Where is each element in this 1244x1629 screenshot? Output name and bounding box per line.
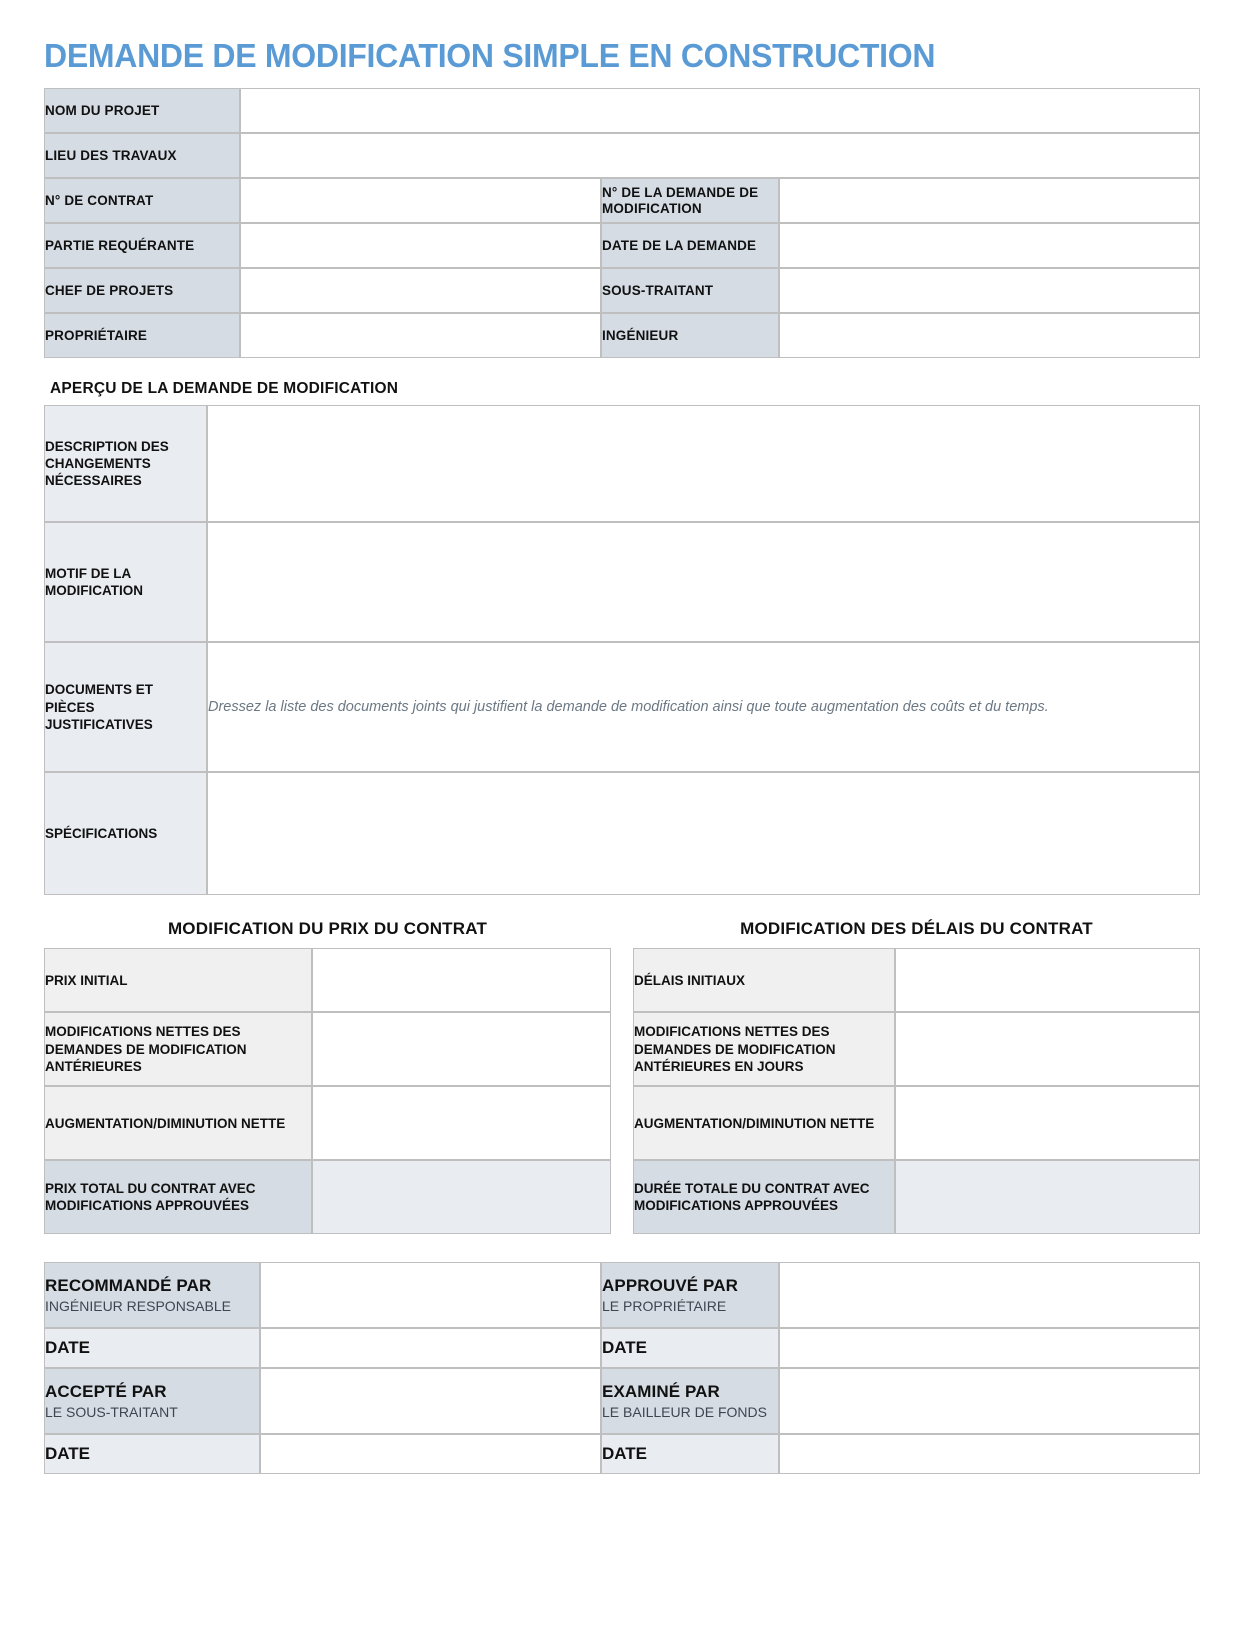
table-row — [44, 88, 1200, 133]
label-recommande-par — [44, 1262, 260, 1328]
input-sous-traitant[interactable] — [779, 268, 1200, 313]
label-delais-initiaux: DÉLAIS INITIAUX — [633, 948, 895, 1012]
input-modifications-nettes-anterieures[interactable] — [312, 1012, 611, 1086]
label-partie-requerante: PARTIE REQUÉRANTE — [44, 223, 240, 268]
label-proprietaire: PROPRIÉTAIRE — [44, 313, 240, 358]
table-row — [44, 948, 611, 1012]
table-row — [44, 1262, 1200, 1328]
time-change-heading: MODIFICATION DES DÉLAIS DU CONTRAT — [740, 919, 1093, 939]
signature-subtitle: INGÉNIEUR RESPONSABLE — [45, 1297, 231, 1314]
input-augmentation-diminution-nette-delais[interactable] — [895, 1086, 1200, 1160]
page-title: DEMANDE DE MODIFICATION SIMPLE EN CONSTRUCTION — [44, 37, 936, 74]
signature-title: EXAMINÉ PAR — [602, 1382, 720, 1402]
table-row — [633, 948, 1200, 1012]
table-row — [44, 522, 1200, 642]
input-partie-requerante[interactable] — [240, 223, 601, 268]
label-approuve-par — [601, 1262, 779, 1328]
input-motif-modification[interactable] — [207, 522, 1200, 642]
price-change-heading: MODIFICATION DU PRIX DU CONTRAT — [167, 919, 488, 939]
table-row — [44, 313, 1200, 358]
signature-title: ACCEPTÉ PAR — [45, 1382, 167, 1402]
label-date-examine-par: DATE — [601, 1434, 779, 1474]
input-documents-justificatifs[interactable]: Dressez la liste des documents joints qui justifient la demande de modification ainsi que toute augmentation des coûts et du temps. — [207, 642, 1200, 772]
label-augmentation-diminution-nette-prix: AUGMENTATION/DIMINUTION NETTE — [44, 1086, 312, 1160]
input-date-approuve-par[interactable] — [779, 1328, 1200, 1368]
label-motif-modification: MOTIF DE LA MODIFICATION — [44, 522, 207, 642]
change-totals-section — [44, 919, 1200, 1234]
time-change-table — [633, 948, 1200, 1234]
label-augmentation-diminution-nette-delais: AUGMENTATION/DIMINUTION NETTE — [633, 1086, 895, 1160]
table-row — [44, 1328, 1200, 1368]
input-nom-du-projet[interactable] — [240, 88, 1200, 133]
label-date-approuve-par: DATE — [601, 1328, 779, 1368]
input-date-recommande-par[interactable] — [260, 1328, 601, 1368]
table-row — [44, 1086, 611, 1160]
label-modifications-nettes-anterieures-jours: MODIFICATIONS NETTES DES DEMANDES DE MODIFICATION ANTÉRIEURES EN JOURS — [633, 1012, 895, 1086]
input-signature-approuve-par[interactable] — [779, 1262, 1200, 1328]
input-lieu-des-travaux[interactable] — [240, 133, 1200, 178]
input-date-de-la-demande[interactable] — [779, 223, 1200, 268]
input-proprietaire[interactable] — [240, 313, 601, 358]
label-sous-traitant: SOUS-TRAITANT — [601, 268, 779, 313]
input-no-de-contrat[interactable] — [240, 178, 601, 223]
table-row — [44, 223, 1200, 268]
signature-subtitle: LE SOUS-TRAITANT — [45, 1403, 178, 1420]
label-prix-initial: PRIX INITIAL — [44, 948, 312, 1012]
input-prix-initial[interactable] — [312, 948, 611, 1012]
table-row — [44, 268, 1200, 313]
input-signature-examine-par[interactable] — [779, 1368, 1200, 1434]
price-change-block — [44, 919, 611, 1234]
input-signature-accepte-par[interactable] — [260, 1368, 601, 1434]
signature-section — [44, 1262, 1200, 1474]
label-no-de-contrat: N° DE CONTRAT — [44, 178, 240, 223]
label-lieu-des-travaux: LIEU DES TRAVAUX — [44, 133, 240, 178]
label-date-recommande-par: DATE — [44, 1328, 260, 1368]
input-signature-recommande-par[interactable] — [260, 1262, 601, 1328]
label-no-demande-modification: N° DE LA DEMANDE DE MODIFICATION — [601, 178, 779, 223]
table-row — [44, 1368, 1200, 1434]
input-specifications[interactable] — [207, 772, 1200, 895]
input-description-changements[interactable] — [207, 405, 1200, 522]
project-info-table — [44, 88, 1200, 358]
table-row — [44, 1434, 1200, 1474]
table-row — [44, 642, 1200, 772]
overview-table — [44, 405, 1200, 895]
input-no-demande-modification[interactable] — [779, 178, 1200, 223]
signature-table — [44, 1262, 1200, 1474]
label-date-accepte-par: DATE — [44, 1434, 260, 1474]
price-change-table — [44, 948, 611, 1234]
label-specifications: SPÉCIFICATIONS — [44, 772, 207, 895]
table-row — [44, 772, 1200, 895]
table-row — [44, 133, 1200, 178]
overview-section-heading: APERÇU DE LA DEMANDE DE MODIFICATION — [50, 380, 399, 398]
signature-subtitle: LE BAILLEUR DE FONDS — [602, 1403, 767, 1420]
table-row — [44, 1012, 611, 1086]
signature-title: APPROUVÉ PAR — [602, 1276, 738, 1296]
table-row — [44, 1160, 611, 1234]
table-row — [633, 1160, 1200, 1234]
label-prix-total-contrat: PRIX TOTAL DU CONTRAT AVEC MODIFICATIONS APPROUVÉES — [44, 1160, 312, 1234]
input-ingenieur[interactable] — [779, 313, 1200, 358]
label-documents-justificatifs: DOCUMENTS ET PIÈCES JUSTIFICATIVES — [44, 642, 207, 772]
signature-title: RECOMMANDÉ PAR — [45, 1276, 212, 1296]
table-row — [633, 1086, 1200, 1160]
table-row — [633, 1012, 1200, 1086]
time-change-block — [633, 919, 1200, 1234]
label-ingenieur: INGÉNIEUR — [601, 313, 779, 358]
input-chef-de-projets[interactable] — [240, 268, 601, 313]
input-date-examine-par[interactable] — [779, 1434, 1200, 1474]
label-accepte-par — [44, 1368, 260, 1434]
input-date-accepte-par[interactable] — [260, 1434, 601, 1474]
label-nom-du-projet: NOM DU PROJET — [44, 88, 240, 133]
label-description-changements: DESCRIPTION DES CHANGEMENTS NÉCESSAIRES — [44, 405, 207, 522]
table-row — [44, 178, 1200, 223]
label-modifications-nettes-anterieures: MODIFICATIONS NETTES DES DEMANDES DE MODIFICATION ANTÉRIEURES — [44, 1012, 312, 1086]
label-date-de-la-demande: DATE DE LA DEMANDE — [601, 223, 779, 268]
signature-subtitle: LE PROPRIÉTAIRE — [602, 1297, 727, 1314]
input-duree-totale-contrat[interactable] — [895, 1160, 1200, 1234]
table-row — [44, 405, 1200, 522]
input-delais-initiaux[interactable] — [895, 948, 1200, 1012]
label-duree-totale-contrat: DURÉE TOTALE DU CONTRAT AVEC MODIFICATIONS APPROUVÉES — [633, 1160, 895, 1234]
input-modifications-nettes-anterieures-jours[interactable] — [895, 1012, 1200, 1086]
label-chef-de-projets: CHEF DE PROJETS — [44, 268, 240, 313]
label-examine-par — [601, 1368, 779, 1434]
input-prix-total-contrat[interactable] — [312, 1160, 611, 1234]
input-augmentation-diminution-nette-prix[interactable] — [312, 1086, 611, 1160]
